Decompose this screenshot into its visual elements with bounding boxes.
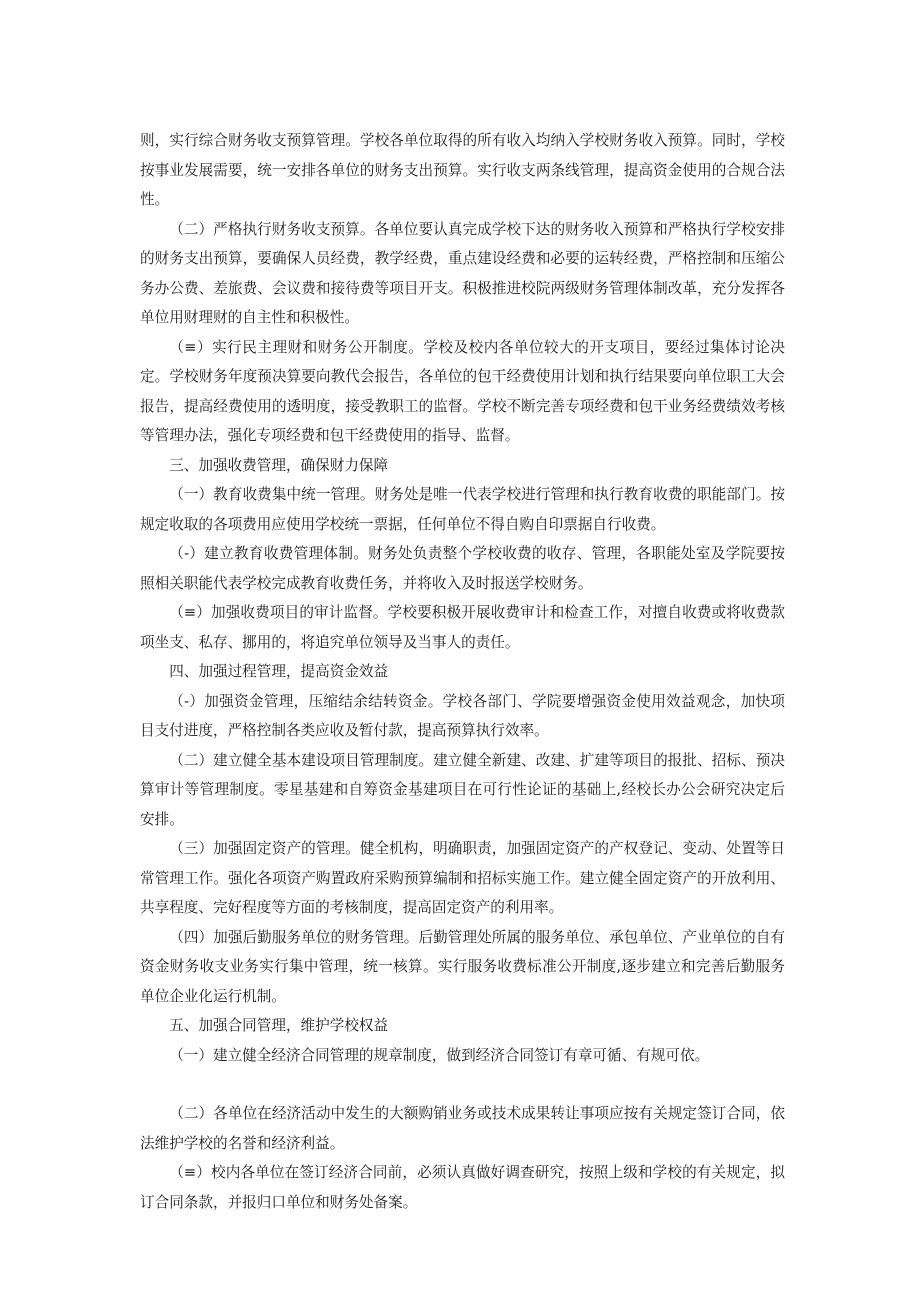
paragraph-3-3: （≡）加强收费项目的审计监督。学校要积极开展收费审计和检查工作，对擅自收费或将收费款项坐支、私存、挪用的，将追究单位领导及当事人的责任。 <box>140 604 785 651</box>
paragraph-4-3: （三）加强固定资产的管理。健全机构，明确职责，加强固定资产的产权登记、变动、处置等日常管理工作。强化各项资产购置政府采购预算编制和招标实施工作。建立健全固定资产的开放利用、共享程度、完好程度等方面的考核制度，提高固定资产的利用率。 <box>140 840 785 916</box>
paragraph-4-2: （二）建立健全基本建设项目管理制度。建立健全新建、改建、扩建等项目的报批、招标、预决算审计等管理制度。零星基建和自筹资金基建项目在可行性论证的基础上,经校长办公会研究决定后安排。 <box>140 751 785 828</box>
paragraph-5-2: （二）各单位在经济活动中发生的大额购销业务或技术成果转让事项应按有关规定签订合同，依法维护学校的名誉和经济利益。 <box>140 1105 785 1152</box>
paragraph-5-1: （一）建立健全经济合同管理的规章制度，做到经济合同签订有章可循、有规可依。 <box>169 1046 710 1064</box>
paragraph-4-1: （-）加强资金管理，压缩结余结转资金。学校各部门、学院要增强资金使用效益观念，加快项目支付进度，严格控制各类应收及暂付款，提高预算执行效率。 <box>140 692 785 739</box>
paragraph-2-2: （二）严格执行财务收支预算。各单位要认真完成学校下达的财务收入预算和严格执行学校安排的财务支出预算，要确保人员经费，教学经费，重点建设经费和必要的运转经费，严格控制和压缩公务办公费、差旅费、会议费和接待费等项目开支。积极推进校院两级财务管理体制改革，充分发挥各单位用财理财的自主性和积极性。 <box>140 220 785 326</box>
paragraph-budget-intro: 则，实行综合财务收支预算管理。学校各单位取得的所有收入均纳入学校财务收入预算。同时，学校按事业发展需要，统一安排各单位的财务支出预算。实行收支两条线管理，提高资金使用的合规合法性。 <box>140 132 785 208</box>
section-heading-4: 四、加强过程管理，提高资金效益 <box>169 663 389 680</box>
section-heading-3: 三、加强收费管理，确保财力保障 <box>169 456 389 474</box>
paragraph-3-1: （一）教育收费集中统一管理。财务处是唯一代表学校进行管理和执行教育收费的职能部门。按规定收取的各项费用应使用学校统一票据，任何单位不得自购自印票据自行收费。 <box>140 486 785 533</box>
paragraph-3-2: （-）建立教育收费管理体制。财务处负责整个学校收费的收存、管理，各职能处室及学院要按照相关职能代表学校完成教育收费任务，并将收入及时报送学校财务。 <box>140 545 785 592</box>
document-page <box>140 126 785 1217</box>
paragraph-2-3: （≡）实行民主理财和财务公开制度。学校及校内各单位较大的开支项目，要经过集体讨论决定。学校财务年度预决算要向教代会报告，各单位的包干经费使用计划和执行结果要向单位职工大会报告，提高经费使用的透明度，接受教职工的监督。学校不断完善专项经费和包干业务经费绩效考核等管理办法，强化专项经费和包干经费使用的指导、监督。 <box>140 338 785 444</box>
paragraph-5-3: （≡）校内各单位在签订经济合同前，必须认真做好调查研究，按照上级和学校的有关规定，拟订合同条款，并报归口单位和财务处备案。 <box>140 1164 785 1211</box>
section-heading-5: 五、加强合同管理，维护学校权益 <box>169 1017 389 1034</box>
paragraph-4-4: （四）加强后勤服务单位的财务管理。后勤管理处所属的服务单位、承包单位、产业单位的自有资金财务收支业务实行集中管理，统一核算。实行服务收费标准公开制度,逐步建立和完善后勤服务单位企业化运行机制。 <box>140 928 785 1005</box>
